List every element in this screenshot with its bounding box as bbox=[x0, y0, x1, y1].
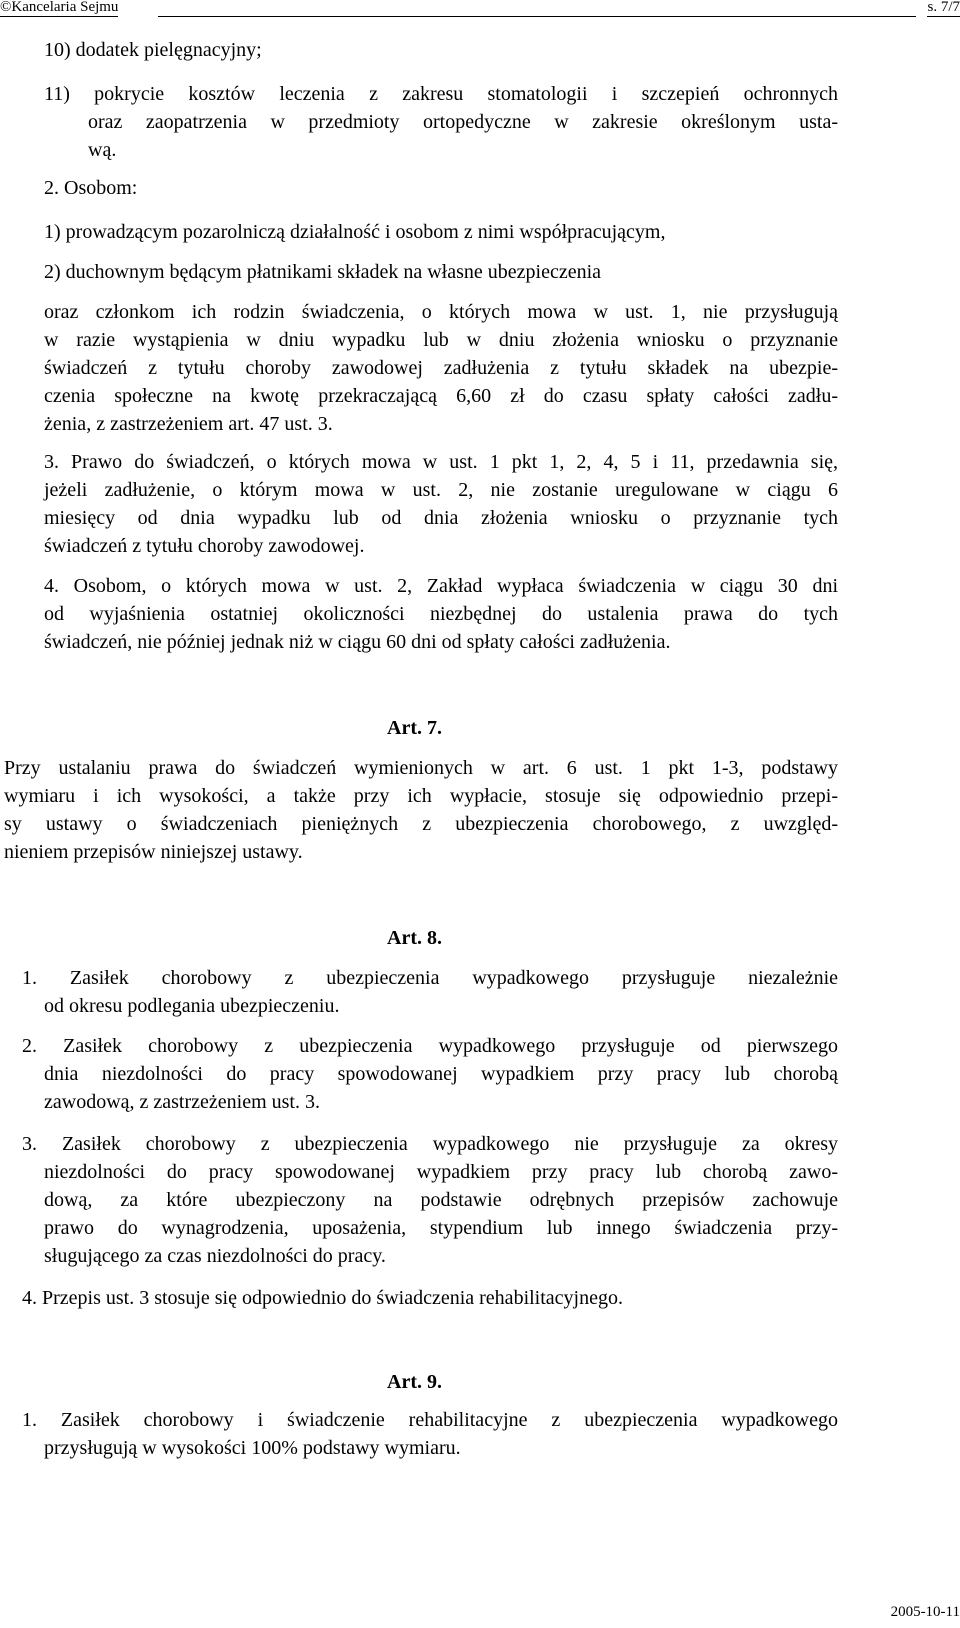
text-line: 4. Osobom, o których mowa w ust. 2, Zakład wypłaca świadczenia w ciągu 30 dni bbox=[44, 575, 838, 597]
text-line: niezdolności do pracy spowodowanej wypadkiem przy pracy lub chorobą zawo- bbox=[44, 1161, 838, 1183]
text-line: w razie wystąpienia w dniu wypadku lub w dniu złożenia wniosku o przyznanie bbox=[44, 329, 838, 351]
text-line: 2) duchownym będącym płatnikami składek na własne ubezpieczenia bbox=[44, 261, 602, 283]
text-line: nieniem przepisów niniejszej ustawy. bbox=[4, 841, 303, 863]
text-line: 1. Zasiłek chorobowy i świadczenie rehabilitacyjne z ubezpieczenia wypadkowego bbox=[22, 1409, 838, 1431]
text-line: wymiaru i ich wysokości, a także przy ich wypłacie, stosuje się odpowiednio przepi- bbox=[4, 785, 838, 807]
text-line: 2. Osobom: bbox=[44, 177, 138, 199]
text-line: od okresu podlegania ubezpieczeniu. bbox=[44, 995, 340, 1017]
text-line: Przy ustalaniu prawa do świadczeń wymienionych w art. 6 ust. 1 pkt 1-3, podstawy bbox=[4, 757, 838, 779]
text-line: świadczeń z tytułu choroby zawodowej zadłużenia z tytułu składek na ubezpie- bbox=[44, 357, 838, 379]
text-line: oraz członkom ich rodzin świadczenia, o których mowa w ust. 1, nie przysługują bbox=[44, 301, 838, 323]
text-line: 4. Przepis ust. 3 stosuje się odpowiednio do świadczenia rehabilitacyjnego. bbox=[22, 1287, 623, 1309]
text-line: sy ustawy o świadczeniach pieniężnych z ubezpieczenia chorobowego, z uwzględ- bbox=[4, 813, 838, 835]
text-line: dową, za które ubezpieczony na podstawie odrębnych przepisów zachowuje bbox=[44, 1189, 838, 1211]
article-heading: Art. 8. bbox=[387, 927, 442, 949]
text-line: 11) pokrycie kosztów leczenia z zakresu stomatologii i szczepień ochronnych bbox=[44, 83, 838, 105]
header-source: ©Kancelaria Sejmu bbox=[0, 0, 119, 15]
footer-date: 2005-10-11 bbox=[890, 1604, 960, 1620]
text-line: prawo do wynagrodzenia, uposażenia, stypendium lub innego świadczenia przy- bbox=[44, 1217, 838, 1239]
article-heading: Art. 9. bbox=[387, 1371, 442, 1393]
text-line: dnia niezdolności do pracy spowodowanej wypadkiem przy pracy lub chorobą bbox=[44, 1063, 838, 1085]
text-line: przysługują w wysokości 100% podstawy wymiaru. bbox=[44, 1437, 461, 1459]
header-divider bbox=[158, 16, 916, 17]
text-line: wą. bbox=[88, 139, 117, 161]
text-line: zawodową, z zastrzeżeniem ust. 3. bbox=[44, 1091, 320, 1113]
text-line: 1. Zasiłek chorobowy z ubezpieczenia wypadkowego przysługuje niezależnie bbox=[22, 967, 838, 989]
text-line: 2. Zasiłek chorobowy z ubezpieczenia wypadkowego przysługuje od pierwszego bbox=[22, 1035, 838, 1057]
text-line: 3. Prawo do świadczeń, o których mowa w ust. 1 pkt 1, 2, 4, 5 i 11, przedawnia się, bbox=[44, 451, 838, 473]
text-line: jeżeli zadłużenie, o którym mowa w ust. 2, nie zostanie uregulowane w ciągu 6 bbox=[44, 479, 838, 501]
text-line: świadczeń, nie później jednak niż w ciągu 60 dni od spłaty całości zadłużenia. bbox=[44, 631, 671, 653]
text-line: 3. Zasiłek chorobowy z ubezpieczenia wypadkowego nie przysługuje za okresy bbox=[22, 1133, 838, 1155]
text-line: żenia, z zastrzeżeniem art. 47 ust. 3. bbox=[44, 413, 333, 435]
text-line: oraz zaopatrzenia w przedmioty ortopedyczne w zakresie określonym usta- bbox=[88, 111, 838, 133]
text-line: 10) dodatek pielęgnacyjny; bbox=[44, 39, 262, 61]
text-line: czenia społeczne na kwotę przekraczającą 6,60 zł do czasu spłaty całości zadłu- bbox=[44, 385, 838, 407]
text-line: miesięcy od dnia wypadku lub od dnia złożenia wniosku o przyznanie tych bbox=[44, 507, 838, 529]
article-heading: Art. 7. bbox=[387, 717, 442, 739]
text-line: sługującego za czas niezdolności do pracy. bbox=[44, 1245, 386, 1267]
text-line: świadczeń z tytułu choroby zawodowej. bbox=[44, 535, 365, 557]
text-line: od wyjaśnienia ostatniej okoliczności niezbędnej do ustalenia prawa do tych bbox=[44, 603, 838, 625]
text-line: 1) prowadzącym pozarolniczą działalność i osobom z nimi współpracującym, bbox=[44, 221, 666, 243]
header-page-number: s. 7/7 bbox=[927, 0, 960, 15]
